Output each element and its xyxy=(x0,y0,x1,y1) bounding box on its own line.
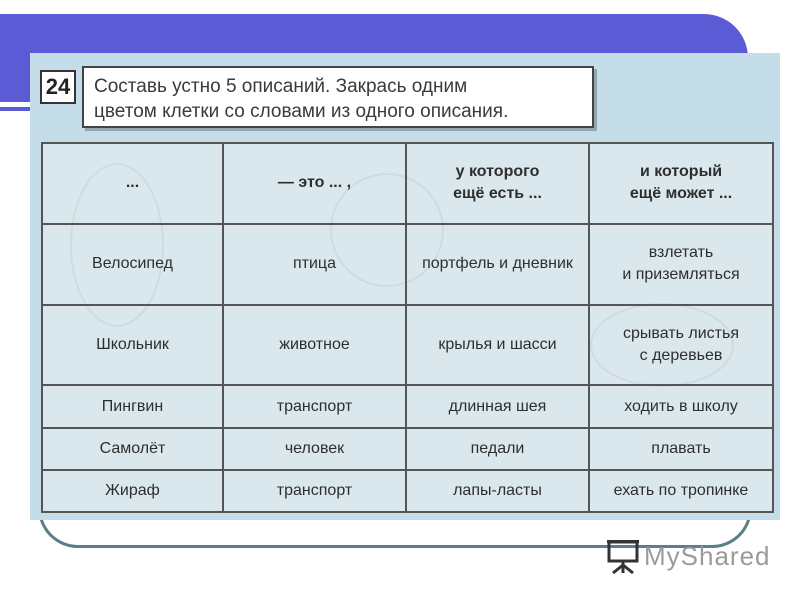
table-cell[interactable] xyxy=(589,224,773,305)
table-header-cell[interactable] xyxy=(223,143,406,224)
cell-text: у которого xyxy=(455,163,540,181)
table-cell[interactable] xyxy=(406,385,589,427)
cell-text: транспорт xyxy=(276,481,353,499)
cell-text: ещё есть ... xyxy=(453,185,542,203)
cell-text: взлетать xyxy=(648,244,714,262)
cell-text: портфель и дневник xyxy=(422,255,573,273)
table-header-row xyxy=(42,143,773,224)
table-cell[interactable] xyxy=(589,385,773,427)
cell-text: Пингвин xyxy=(101,397,164,415)
cell-text: лапы-ласты xyxy=(453,481,542,499)
cell-text: животное xyxy=(279,336,350,354)
task-instruction-line: цветом клетки со словами из одного описания. xyxy=(94,101,509,122)
cell-text: ходить в школу xyxy=(624,397,738,415)
table-cell[interactable] xyxy=(42,428,223,470)
cell-text: с деревьев xyxy=(639,347,723,365)
logo-text: MyShared xyxy=(644,541,771,571)
task-instruction xyxy=(82,66,594,128)
table-cell[interactable] xyxy=(42,470,223,512)
table-cell[interactable] xyxy=(223,470,406,512)
cell-text: — это ... , xyxy=(277,174,352,192)
table-cell[interactable] xyxy=(42,224,223,305)
cell-text: плавать xyxy=(651,439,711,457)
textbook-page xyxy=(30,53,780,520)
cell-text: и приземляться xyxy=(622,266,740,284)
table-row xyxy=(42,470,773,512)
table-header-cell[interactable] xyxy=(406,143,589,224)
table-cell[interactable] xyxy=(406,470,589,512)
table-row xyxy=(42,305,773,386)
cell-text: ... xyxy=(125,174,140,192)
table-row xyxy=(42,428,773,470)
table-header-cell[interactable] xyxy=(42,143,223,224)
table-cell[interactable] xyxy=(223,385,406,427)
cell-text: Школьник xyxy=(96,336,169,354)
cell-text: и который xyxy=(639,163,723,181)
task-number: 24 xyxy=(40,70,76,104)
description-table xyxy=(41,142,774,513)
table-cell[interactable] xyxy=(589,428,773,470)
table-cell[interactable] xyxy=(42,385,223,427)
table-cell[interactable] xyxy=(223,305,406,386)
cell-text: длинная шея xyxy=(448,397,547,415)
projector-screen-icon xyxy=(606,539,640,575)
cell-text: срывать листья xyxy=(623,325,739,343)
table-cell[interactable] xyxy=(42,305,223,386)
table-cell[interactable] xyxy=(223,428,406,470)
table-row xyxy=(42,385,773,427)
table-cell[interactable] xyxy=(406,305,589,386)
cell-text: транспорт xyxy=(276,397,353,415)
table-cell[interactable] xyxy=(589,470,773,512)
cell-text: ехать по тропинке xyxy=(613,481,749,499)
cell-text: птица xyxy=(293,255,336,273)
cell-text: педали xyxy=(470,439,525,457)
cell-text: человек xyxy=(284,439,345,457)
cell-text: Жираф xyxy=(105,481,160,499)
table-cell[interactable] xyxy=(406,428,589,470)
cell-text: ещё может ... xyxy=(629,185,733,203)
cell-text: Самолёт xyxy=(99,439,166,457)
table-cell[interactable] xyxy=(589,305,773,386)
table-row xyxy=(42,224,773,305)
table-cell[interactable] xyxy=(406,224,589,305)
table-header-cell[interactable] xyxy=(589,143,773,224)
myshared-logo xyxy=(606,537,776,577)
cell-text: крылья и шасси xyxy=(438,336,557,354)
task-instruction-line: Составь устно 5 описаний. Закрась одним xyxy=(94,76,468,97)
table-cell[interactable] xyxy=(223,224,406,305)
cell-text: Велосипед xyxy=(92,255,173,273)
